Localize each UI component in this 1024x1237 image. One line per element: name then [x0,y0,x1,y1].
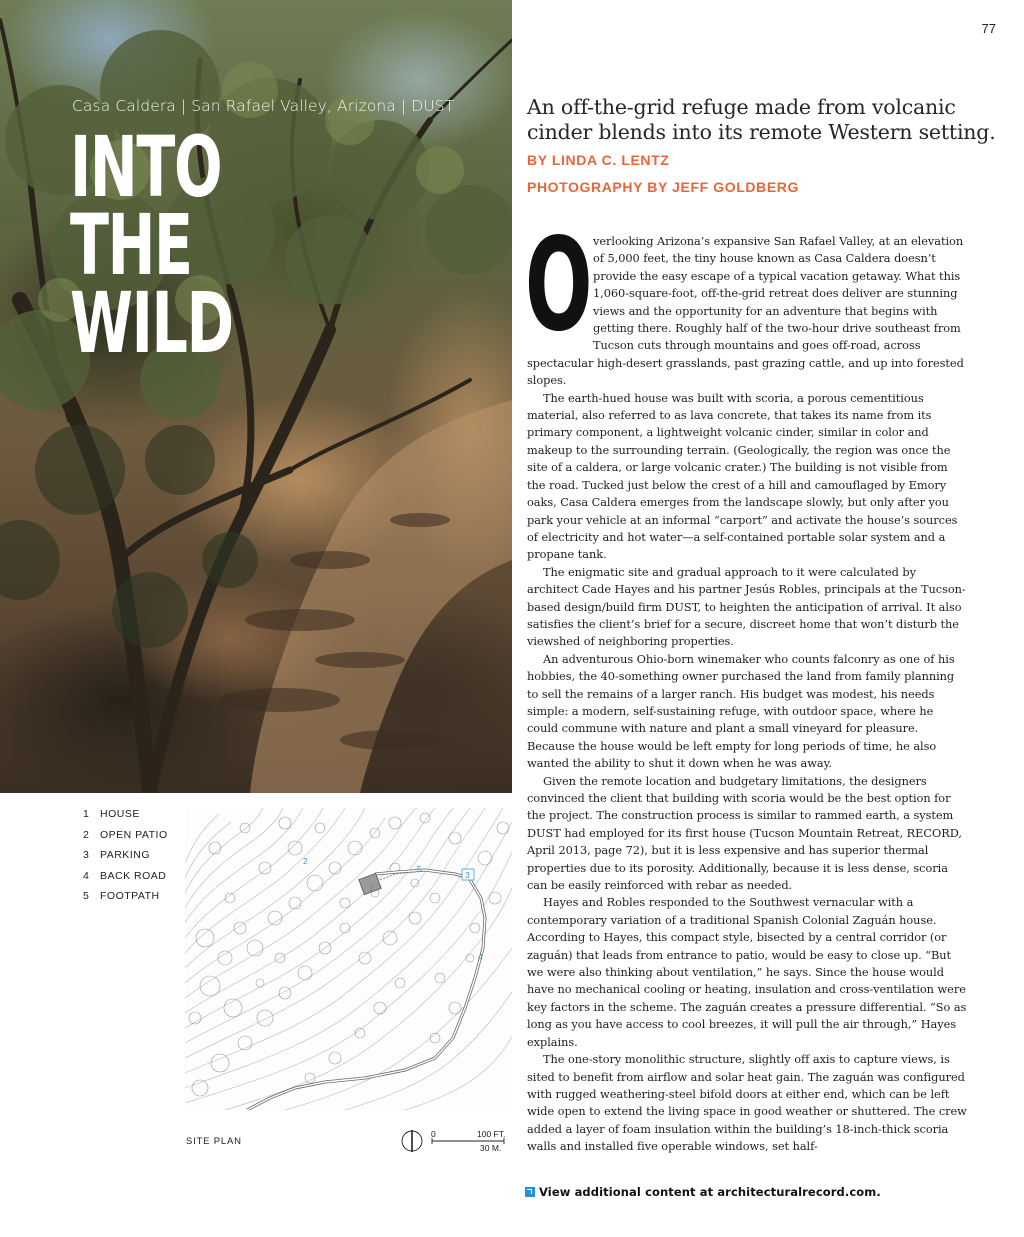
scale-meters: 30 M. [480,1143,502,1153]
paragraph-7: The one-story monolithic structure, slightly off axis to capture views, is sited to benefit from airflow and solar heat gain. The zaguán was configured with rugged weathering-steel bifold doors at either end, which can be left wide open to extend the living space in good weather or shuttered. The crew added a layer of foam insulation within the building’s 18-inch-thick scoria walls and installed five operable windows, set half- [527,1052,967,1154]
legend-number: 2 [83,828,90,841]
paragraph-3: The enigmatic site and gradual approach to it were calculated by architect Cade Hayes and his partner Jesús Robles, principals at the Tucson-based design/build firm DUST, to heighten the anticipation of arrival. It also satisfies the client’s brief for a secure, discreet home that won’t disturb the viewshed of neighboring properties. [527,564,966,649]
drop-cap: O [525,211,593,360]
paragraph-1 [525,211,967,390]
paragraph-4: An adventurous Ohio-born winemaker who counts falconry as one of his hobbies, the 40-something owner purchased the land from family planning to sell the remains of a larger ranch. His budget was modest, his needs simple: a modern, self-sustaining refuge, with outdoor space, where he could commune with nature and plant a small vineyard for pleasure. Because the house would be left empty for long periods of time, he also wanted the ability to shut it down when he was away. [527,651,955,771]
headline [70,118,342,372]
external-link-icon [525,1187,535,1197]
plan-marker-3: 3 [465,870,470,880]
headline-line-1: INTO THE [70,118,222,294]
site-plan-caption: SITE PLAN [186,1136,242,1147]
plan-marker-2: 2 [303,856,308,866]
legend-label: PARKING [100,849,150,861]
paragraph-2: The earth-hued house was built with scoria, a porous cementitious material, also referred to as lava concrete, that takes its name from its primary component, a lightweight volcanic cinder, similar in color and makeup to the surrounding terrain. (Geologically, the region was once the site of a caldera, or large volcanic crater.) The building is not visible from the road. Tucked just below the crest of a hill and camouflaged by Emory oaks, Casa Caldera emerges from the landscape slowly, but only after you park your vehicle at an informal “carport” and activate the house’s sources of electricity and hot water—a self-contained portable solar system and a propane tank. [527,390,958,562]
legend-number: 5 [83,890,90,902]
legend-item [83,849,193,870]
site-plan-svg [185,808,512,1110]
legend-label: FOOTPATH [100,890,160,902]
legend-number: 3 [83,849,90,861]
plan-marker-4: 4 [478,952,483,962]
project-kicker: Casa Caldera | San Rafael Valley, Arizona | DUST [72,97,455,115]
paragraph-1-text: verlooking Arizona’s expansive San Rafael Valley, at an elevation of 5,000 feet, the tiny house known as Casa Caldera doesn’t provide the easy escape of a typical vacation getaway. What this 1,060-square-foot, off-the-grid retreat does deliver are stunning views and the opportunity for an adventure that begins with getting there. Roughly half of the two-hour drive southeast from Tucson cuts through mountains and goes off-road, across spectacular high-desert grasslands, past grazing cattle, and up into forested slopes. [527,234,964,388]
author-byline: BY LINDA C. LENTZ [527,152,670,168]
plan-marker-5: 5 [417,864,422,874]
article-dek: An off-the-grid refuge made from volcanic cinder blends into its remote Western setting. [527,95,996,144]
hero-photo [0,0,512,793]
plan-marker-1: 1 [369,883,374,893]
legend-label: BACK ROAD [100,869,167,882]
paragraph-5: Given the remote location and budgetary limitations, the designers convinced the client that building with scoria would be the best option for the project. The construction process is similar to rammed earth, a system DUST had employed for its first house (Tucson Mountain Retreat, RECORD, April 2013, page 72), but it is less expensive and has superior thermal properties due to its porosity. Additionally, because it is less dense, scoria can be easily reinforced with rebar as needed. [527,773,962,893]
legend-item [83,890,193,911]
scale-zero: 0 [431,1129,436,1139]
scale-feet: 100 FT. [477,1129,506,1139]
scale-bar [400,1126,512,1156]
legend-number: 1 [83,808,90,820]
legend-item [83,829,193,850]
legend-label: HOUSE [100,808,140,820]
legend-item [83,870,193,891]
site-plan-drawing [185,808,512,1110]
paragraph-6: Hayes and Robles responded to the Southwest vernacular with a contemporary variation of a traditional Spanish Colonial Zaguán house. According to Hayes, this compact style, bisected by a central corridor (or zaguán) that leads from entrance to patio, would be easy to close up. “But we were also thinking about ventilation,” he says. Since the house would have no mechanical cooling or heating, insulation and cross-ventilation were key factors in the scheme. The zaguán creates a pressure differential. “So as long as you have access to cool breezes, it will pull the air through,” Hayes explains. [527,895,967,1049]
site-plan-legend [83,808,193,911]
additional-content-link[interactable] [525,1185,881,1199]
legend-label: OPEN PATIO [100,828,168,841]
additional-content-text: View additional content at architecturalrecord.com. [539,1185,881,1199]
photographer-byline: PHOTOGRAPHY BY JEFF GOLDBERG [527,179,799,195]
article-body [525,211,967,1156]
legend-number: 4 [83,869,90,882]
headline-line-2: WILD [70,274,233,372]
legend-item [83,808,193,829]
page-number: 77 [981,21,996,36]
